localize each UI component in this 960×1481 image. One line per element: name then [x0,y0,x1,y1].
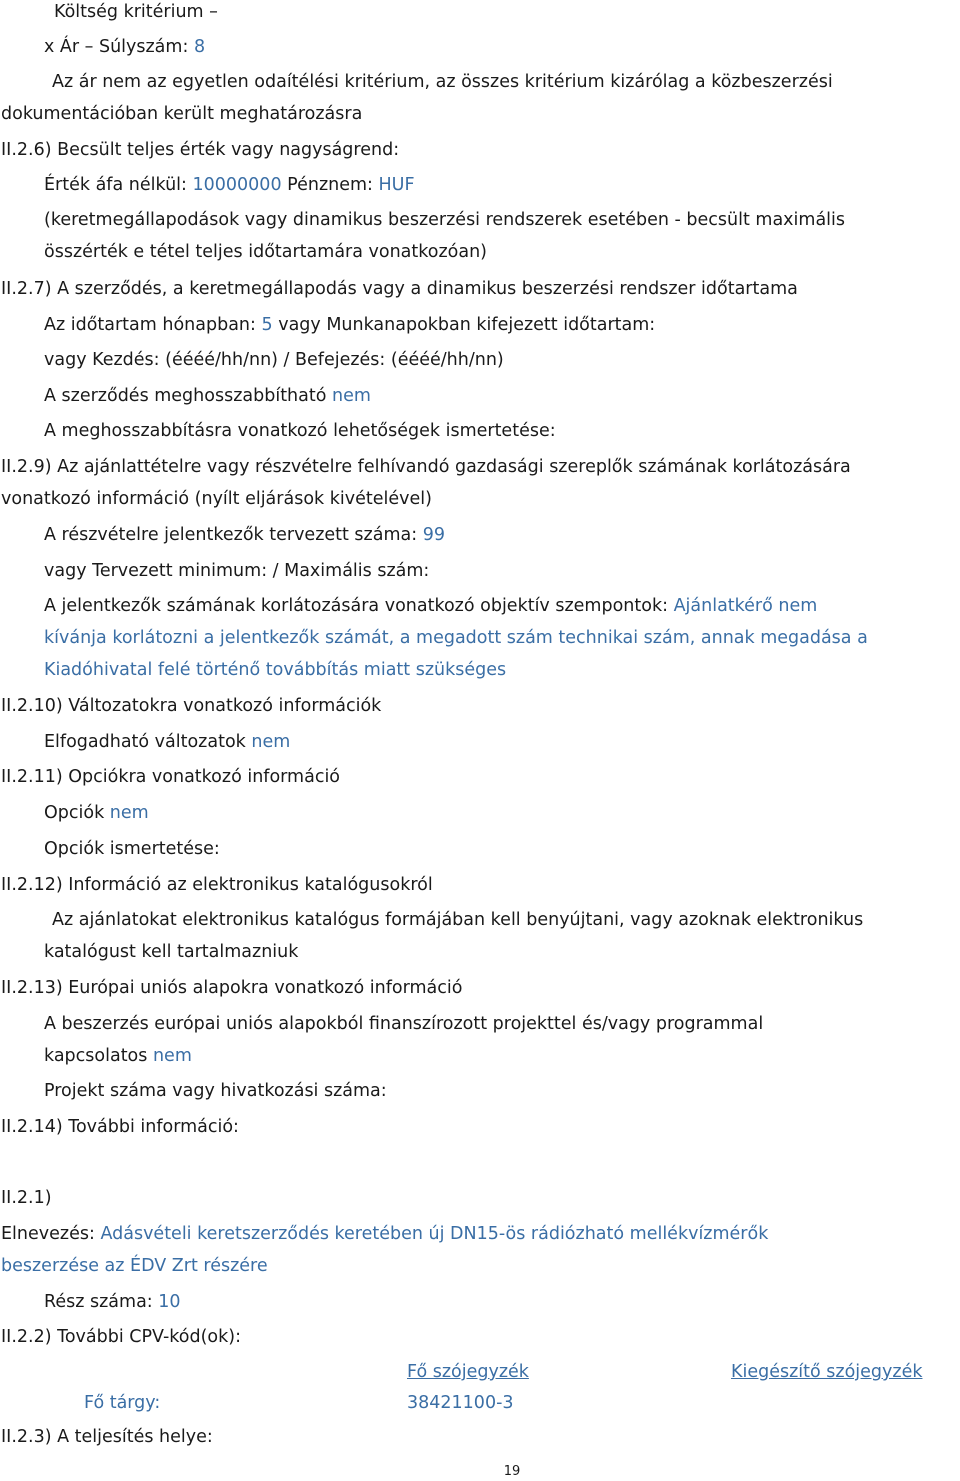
cpv-main-vocabulary-header: Fő szójegyzék [407,1362,529,1382]
extension: A szerződés meghosszabbítható nem [44,386,371,406]
criteria-note-line1: Az ár nem az egyetlen odaítélési kritérium, az összes kritérium kizárólag a közbeszerzési [52,72,833,92]
price-weight-value: 8 [193,37,206,57]
limiting-criteria-line2: kívánja korlátozni a jelentkezők számát, a megadott szám technikai szám, annak megadása a [44,628,868,648]
section-2-2-9-heading-line2: vonatkozó információ (nyílt eljárások kivételével) [1,489,432,509]
project-number: Projekt száma vagy hivatkozási száma: [44,1081,387,1101]
options-description: Opciók ismertetése: [44,839,220,859]
limiting-criteria-line1: A jelentkezők számának korlátozására vonatkozó objektív szempontok: Ajánlatkérő nem [44,596,818,616]
section-2-2-12-heading: II.2.12) Információ az elektronikus katalógusokról [1,875,433,895]
eu-funds-line1: A beszerzés európai uniós alapokból finanszírozott projekttel és/vagy programmal [44,1014,764,1034]
eu-funds-line2: kapcsolatos nem [44,1046,192,1066]
limiting-criteria-line3: Kiadóhivatal felé történő továbbítás miatt szükséges [44,660,507,680]
section-2-2-6-heading: II.2.6) Becsült teljes érték vagy nagyságrend: [1,140,400,160]
section-2-2-10-heading: II.2.10) Változatokra vonatkozó információk [1,696,382,716]
section-2-2-2-heading: II.2.2) További CPV-kód(ok): [1,1327,242,1347]
lot-number: Rész száma: 10 [44,1292,181,1312]
cpv-supplementary-vocabulary-header: Kiegészítő szójegyzék [731,1362,923,1382]
extension-description: A meghosszabbításra vonatkozó lehetőségek ismertetése: [44,421,556,441]
cpv-main-object-label: Fő tárgy: [84,1393,161,1413]
cpv-main-object-code: 38421100-3 [407,1393,514,1413]
lot-name-line2: beszerzése az ÉDV Zrt részére [1,1256,268,1276]
estimated-value-note-line2: összérték e tétel teljes időtartamára vonatkozóan) [44,242,488,262]
estimated-value-note-line1: (keretmegállapodások vagy dinamikus beszerzési rendszerek esetében - becsült maximális [44,210,846,230]
options: Opciók nem [44,803,149,823]
min-max-candidates: vagy Tervezett minimum: / Maximális szám: [44,561,430,581]
criteria-note-line2: dokumentációban került meghatározásra [1,104,363,124]
section-2-2-1-heading: II.2.1) [1,1188,52,1208]
catalogue-line2: katalógust kell tartalmazniuk [44,942,299,962]
section-2-2-7-heading: II.2.7) A szerződés, a keretmegállapodás vagy a dinamikus beszerzési rendszer időtartama [1,279,798,299]
duration-dates: vagy Kezdés: (éééé/hh/nn) / Befejezés: (éééé/hh/nn) [44,350,504,370]
section-2-2-13-heading: II.2.13) Európai uniós alapokra vonatkozó információ [1,978,463,998]
section-2-2-3-heading: II.2.3) A teljesítés helye: [1,1427,213,1447]
section-2-2-9-heading-line1: II.2.9) Az ajánlattételre vagy részvételre felhívandó gazdasági szereplők számának korlátozására [1,457,851,477]
duration-months: Az időtartam hónapban: 5 vagy Munkanapokban kifejezett időtartam: [44,315,656,335]
estimated-value: Érték áfa nélkül: 10000000 Pénznem: HUF [44,175,415,195]
section-2-2-14-heading: II.2.14) További információ: [1,1117,239,1137]
planned-candidates: A részvételre jelentkezők tervezett száma: 99 [44,525,445,545]
price-weight: x Ár – Súlyszám: 8 [44,37,206,57]
lot-name-line1: Elnevezés: Adásvételi keretszerződés keretében új DN15-ös rádiózható mellékvízmérők [1,1224,769,1244]
cost-criterion: Költség kritérium – [54,2,218,22]
variants-accepted: Elfogadható változatok nem [44,732,291,752]
page-number: 19 [503,1464,521,1479]
section-2-2-11-heading: II.2.11) Opciókra vonatkozó információ [1,767,341,787]
catalogue-line1: Az ajánlatokat elektronikus katalógus formájában kell benyújtani, vagy azoknak elektronikus [52,910,864,930]
